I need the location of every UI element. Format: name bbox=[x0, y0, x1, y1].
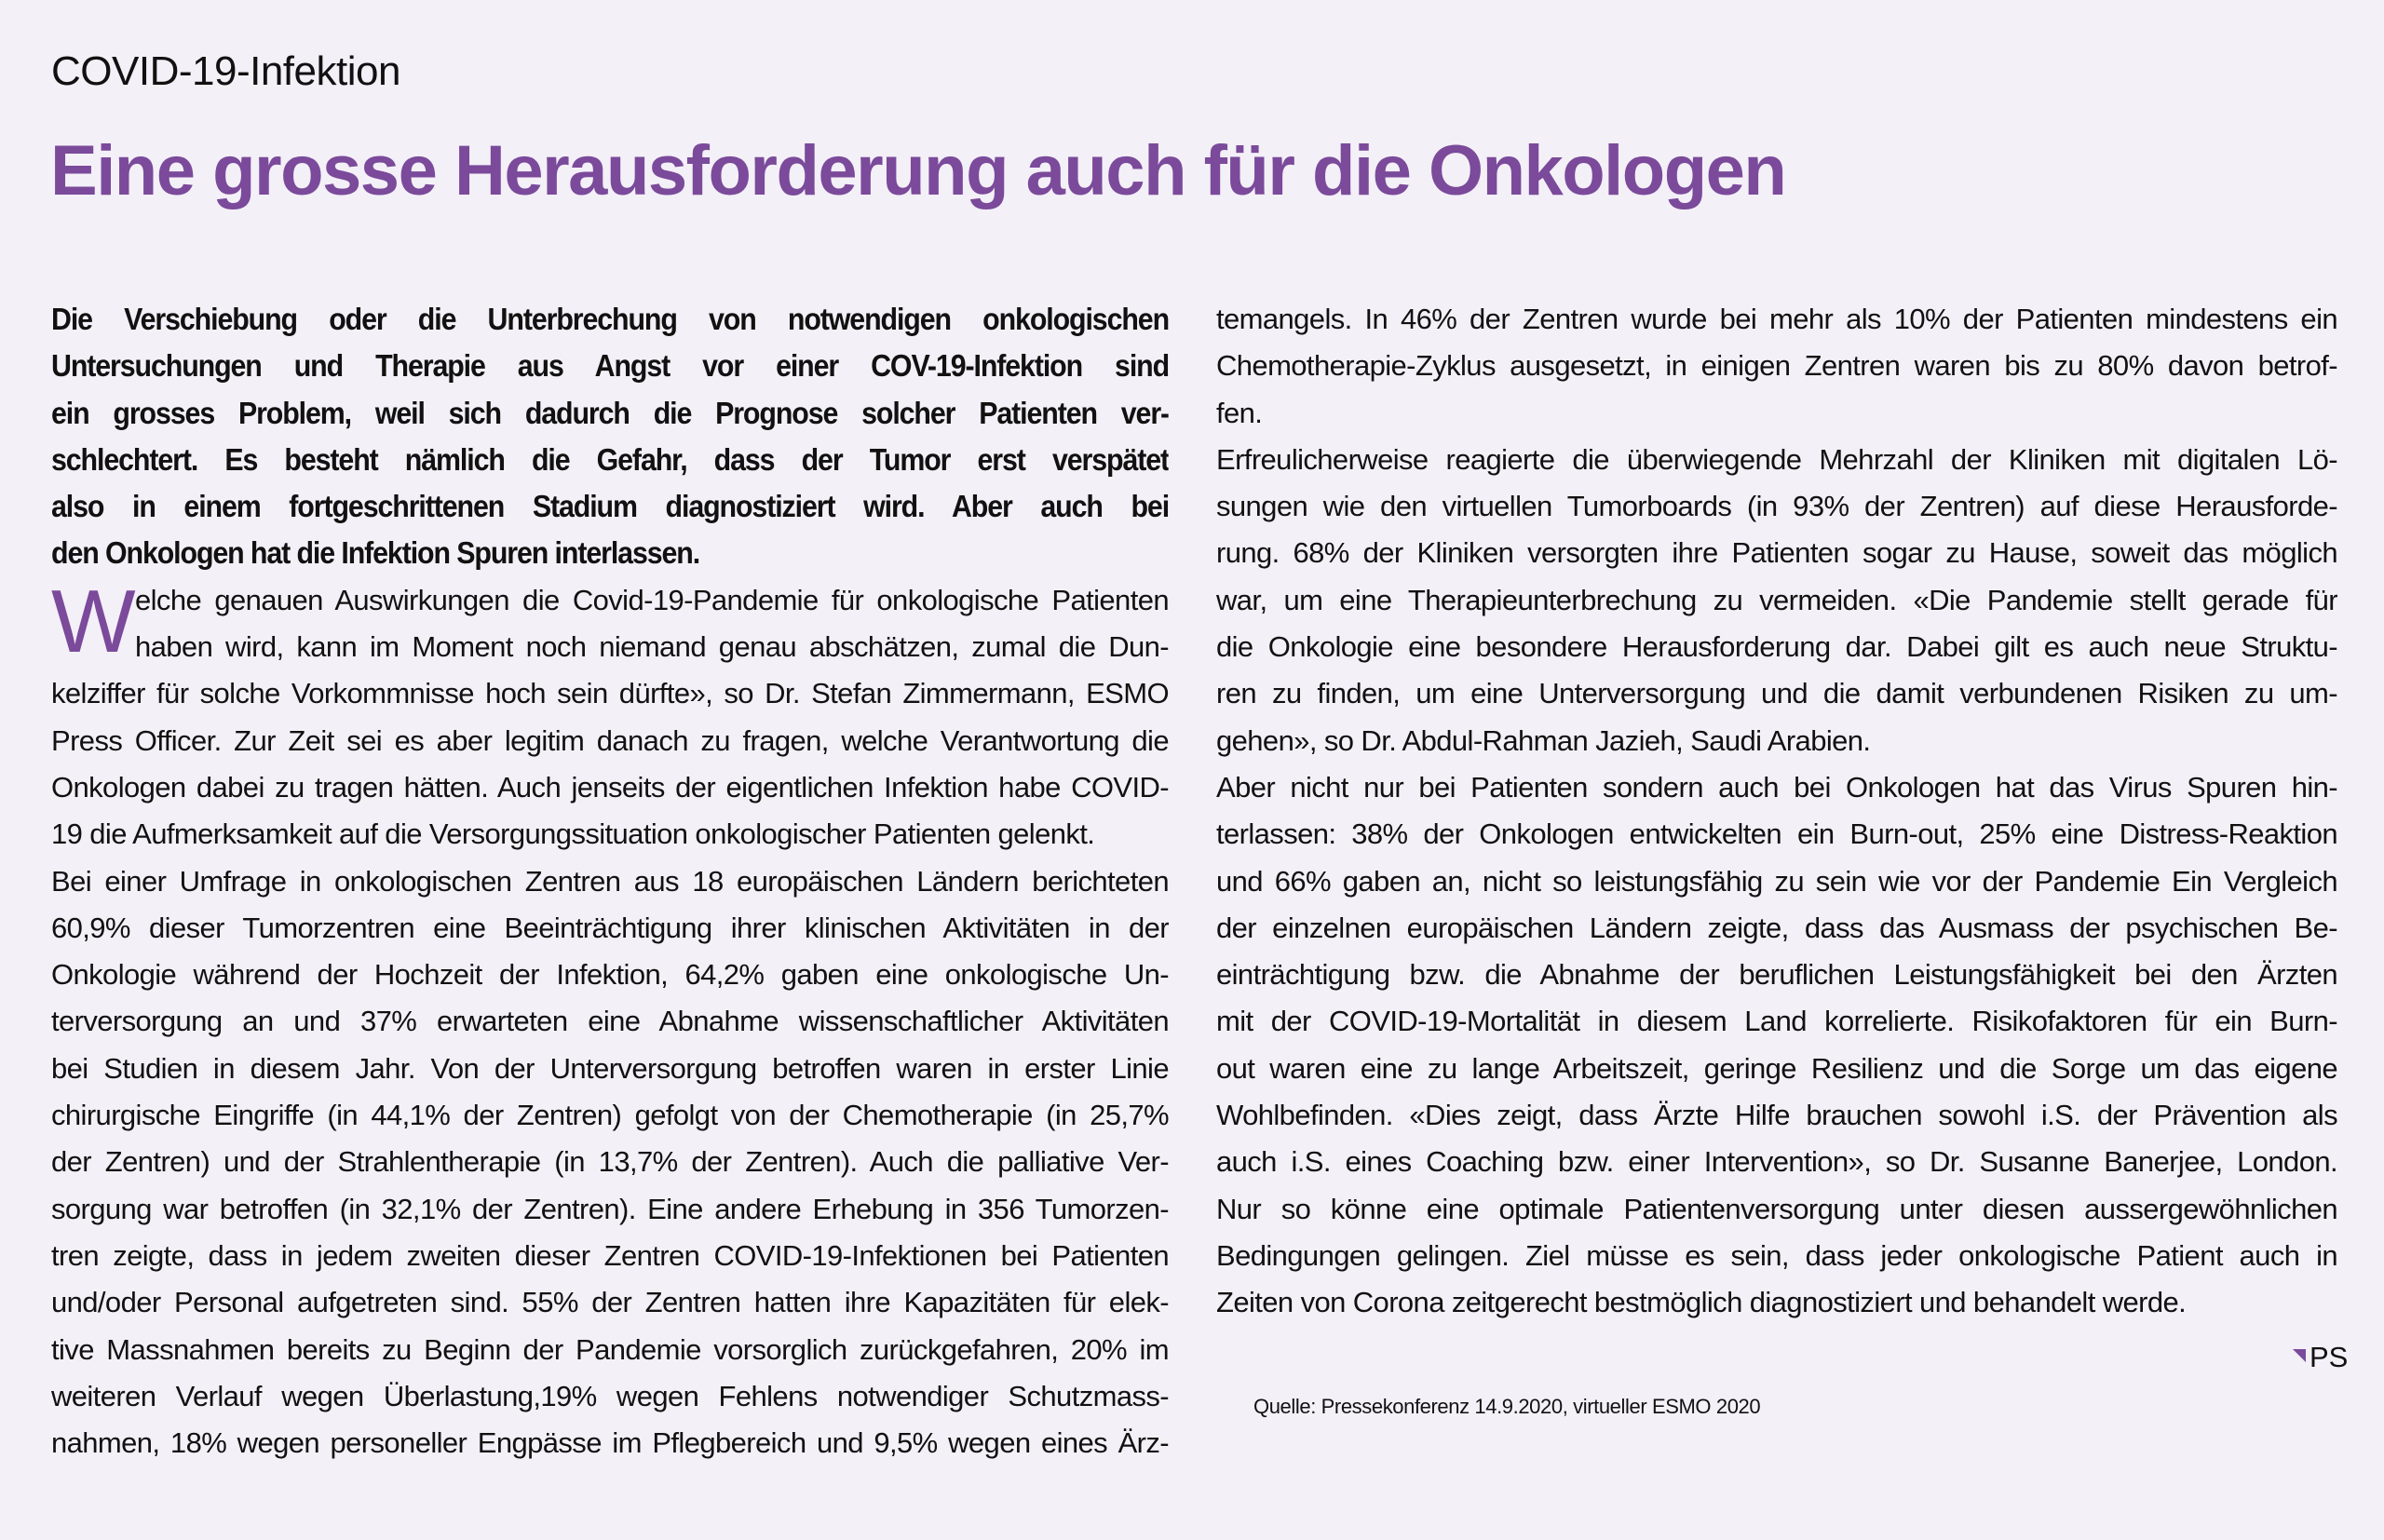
drop-cap: W bbox=[51, 571, 136, 671]
lead-line: ein grosses Problem, weil sich dadurch die Prognose solcher Patienten ver- bbox=[51, 395, 1170, 430]
section-label: COVID-19-Infektion bbox=[51, 48, 400, 94]
body-line: Aber nicht nur bei Patienten sondern auch bei Onkologen hat das Virus Spuren hin- bbox=[1216, 770, 2337, 804]
body-line: rung. 68% der Kliniken versorgten ihre Patienten sogar zu Hause, soweit das möglich bbox=[1216, 536, 2337, 570]
source-note: Quelle: Pressekonferenz 14.9.2020, virtueller ESMO 2020 bbox=[1253, 1395, 1761, 1418]
body-line: die Onkologie eine besondere Herausforderung dar. Dabei gilt es auch neue Struktu- bbox=[1216, 630, 2337, 664]
body-line: out waren eine zu lange Arbeitszeit, geringe Resilienz und die Sorge um das eigene bbox=[1216, 1051, 2337, 1085]
lead-line: schlechtert. Es besteht nämlich die Gefahr, dass der Tumor erst verspätet bbox=[51, 441, 1170, 477]
body-line: fen. bbox=[1216, 396, 1263, 429]
body-line: sorgung war betroffen (in 32,1% der Zentren). Eine andere Erhebung in 356 Tumorzen- bbox=[51, 1192, 1169, 1225]
right-column bbox=[1216, 296, 2337, 1327]
body-line: mit der COVID-19-Mortalität in diesem Land korrelierte. Risikofaktoren für ein Burn- bbox=[1216, 1005, 2337, 1038]
body-line: war, um eine Therapieunterbrechung zu vermeiden. «Die Pandemie stellt gerade für bbox=[1216, 583, 2337, 616]
body-line: terversorgung an und 37% erwarteten eine Abnahme wissenschaftlicher Aktivitäten bbox=[51, 1005, 1169, 1038]
body-text-left bbox=[51, 571, 1169, 1467]
body-line: Zeiten von Corona zeitgerecht bestmöglich diagnostiziert und behandelt werde. bbox=[1216, 1286, 2187, 1319]
author-signature bbox=[2293, 1341, 2348, 1374]
body-line: und/oder Personal aufgetreten sind. 55% der Zentren hatten ihre Kapazitäten für elek- bbox=[51, 1286, 1169, 1319]
left-column bbox=[51, 296, 1169, 1466]
body-line: kelziffer für solche Vorkommnisse hoch sein dürfte», so Dr. Stefan Zimmermann, ESMO bbox=[51, 677, 1169, 710]
body-line: terlassen: 38% der Onkologen entwickelten ein Burn-out, 25% eine Distress-Reaktion bbox=[1216, 817, 2337, 851]
author-initials: PS bbox=[2310, 1341, 2349, 1373]
body-line: Wohlbefinden. «Dies zeigt, dass Ärzte Hilfe brauchen sowohl i.S. der Prävention als bbox=[1216, 1099, 2337, 1132]
body-line: der einzelnen europäischen Ländern zeigte, dass das Ausmass der psychischen Be- bbox=[1216, 911, 2337, 944]
body-line: weiteren Verlauf wegen Überlastung,19% wegen Fehlens notwendiger Schutzmass- bbox=[51, 1379, 1169, 1412]
body-line: tren zeigte, dass in jedem zweiten dieser Zentren COVID-19-Infektionen bei Patienten bbox=[51, 1238, 1169, 1272]
body-line: Erfreulicherweise reagierte die überwiegende Mehrzahl der Kliniken mit digitalen Lö- bbox=[1216, 442, 2337, 476]
body-line: und 66% gaben an, nicht so leistungsfähig zu sein wie vor der Pandemie Ein Vergleich bbox=[1216, 864, 2337, 898]
lead-line: Die Verschiebung oder die Unterbrechung von notwendigen onkologischen bbox=[51, 302, 1170, 336]
article-title: Eine grosse Herausforderung auch für die Onkologen bbox=[50, 131, 1786, 210]
body-line: Bei einer Umfrage in onkologischen Zentren aus 18 europäischen Ländern berichteten bbox=[51, 864, 1169, 898]
body-line-text: elche genauen Auswirkungen die Covid-19-Pandemie für onkologische Patienten bbox=[135, 583, 1169, 616]
body-line: Bedingungen gelingen. Ziel müsse es sein, dass jeder onkologische Patient auch in bbox=[1216, 1238, 2337, 1272]
body-line: nahmen, 18% wegen personeller Engpässe im Pflegbereich und 9,5% wegen eines Ärz- bbox=[51, 1426, 1169, 1460]
body-line: temangels. In 46% der Zentren wurde bei mehr als 10% der Patienten mindestens ein bbox=[1216, 303, 2337, 335]
body-line: einträchtigung bzw. die Abnahme der beruflichen Leistungsfähigkeit bei den Ärzten bbox=[1216, 958, 2337, 992]
lead-line: also in einem fortgeschrittenen Stadium diagnostiziert wird. Aber auch bei bbox=[51, 489, 1170, 524]
body-line: Press Officer. Zur Zeit sei es aber legitim danach zu fragen, welche Verantwortung die bbox=[51, 723, 1169, 757]
lead-paragraph bbox=[51, 296, 1169, 577]
body-line: chirurgische Eingriffe (in 44,1% der Zentren) gefolgt von der Chemotherapie (in 25,7% bbox=[51, 1099, 1169, 1132]
body-line: auch i.S. eines Coaching bzw. einer Intervention», so Dr. Susanne Banerjee, London. bbox=[1216, 1145, 2337, 1179]
body-line: ren zu finden, um eine Unterversorgung und die damit verbundenen Risiken zu um- bbox=[1216, 677, 2337, 710]
body-line: haben wird, kann im Moment noch niemand genau abschätzen, zumal die Dun- bbox=[135, 630, 1169, 664]
body-line: tive Massnahmen bereits zu Beginn der Pandemie vorsorglich zurückgefahren, 20% im bbox=[51, 1332, 1169, 1366]
body-line: sungen wie den virtuellen Tumorboards (in 93% der Zentren) auf diese Herausforde- bbox=[1216, 490, 2337, 523]
body-line: 19 die Aufmerksamkeit auf die Versorgungssituation onkologischer Patienten gelenkt. bbox=[51, 817, 1095, 851]
body-line: Nur so könne eine optimale Patientenversorgung unter diesen aussergewöhnlichen bbox=[1216, 1192, 2337, 1225]
lead-line: den Onkologen hat die Infektion Spuren interlassen. bbox=[51, 535, 700, 571]
body-line: der Zentren) und der Strahlentherapie (in 13,7% der Zentren). Auch die palliative Ver- bbox=[51, 1145, 1169, 1179]
body-line: Onkologen dabei zu tragen hätten. Auch jenseits der eigentlichen Infektion habe COVID- bbox=[51, 770, 1169, 804]
body-line: 60,9% dieser Tumorzentren eine Beeinträchtigung ihrer klinischen Aktivitäten in der bbox=[51, 911, 1169, 944]
body-line: gehen», so Dr. Abdul-Rahman Jazieh, Saudi Arabien. bbox=[1216, 723, 1871, 757]
triangle-marker-icon bbox=[2293, 1349, 2306, 1362]
body-line: Onkologie während der Hochzeit der Infektion, 64,2% gaben eine onkologische Un- bbox=[51, 958, 1169, 992]
body-line: bei Studien in diesem Jahr. Von der Unterversorgung betroffen waren in erster Linie bbox=[51, 1051, 1169, 1085]
lead-line: Untersuchungen und Therapie aus Angst vor einer COV-19-Infektion sind bbox=[51, 348, 1170, 384]
body-line: Chemotherapie-Zyklus ausgesetzt, in einigen Zentren waren bis zu 80% davon betrof- bbox=[1216, 349, 2337, 383]
